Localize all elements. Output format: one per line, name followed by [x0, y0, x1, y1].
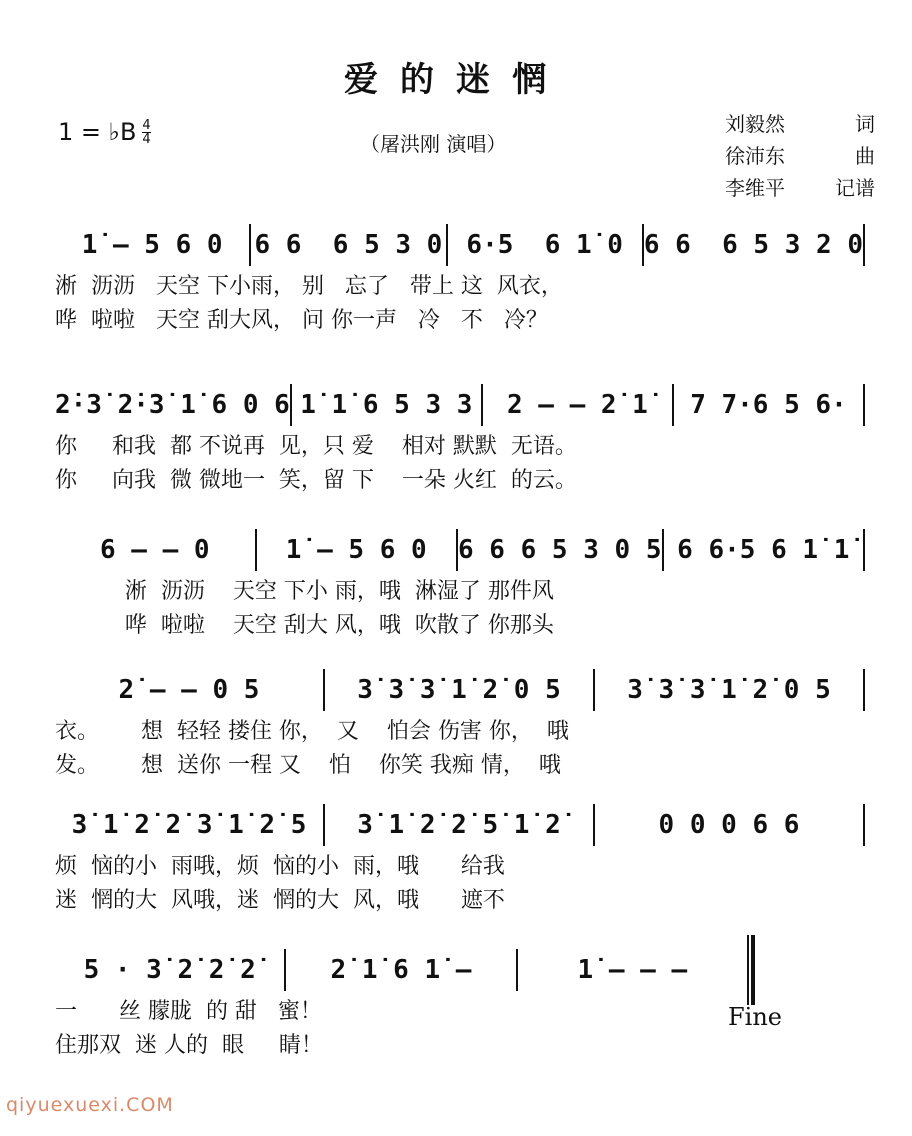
notes-line	[55, 800, 865, 850]
notes-line	[55, 220, 865, 270]
time-bottom: 4	[142, 131, 151, 147]
measure: 6·5 6 1̇ 0	[466, 230, 623, 260]
barline	[863, 669, 865, 711]
score-row	[55, 220, 865, 338]
time-signature	[142, 119, 150, 146]
measure: 6 6·5 6 1̇ 1̇	[677, 535, 850, 565]
key-signature	[58, 118, 151, 146]
score-row	[55, 800, 865, 918]
credit-lyricist	[725, 108, 875, 140]
measure: 1̇ 1̇ 6 5 3 3	[300, 390, 473, 420]
measure: 2̇·3̇ 2̇·3̇ 1̇ 6 0 6	[55, 390, 290, 420]
watermark: qiyuexuexi.COM	[6, 1094, 174, 1116]
credit-role: 词	[855, 112, 875, 136]
measure: 6 6 6 5 3 2 0	[643, 230, 863, 260]
barline	[863, 384, 865, 426]
lyric-verse-1: 你 和我 都 不说再 见，只 爱 相对 默默 无语。	[55, 434, 577, 459]
notes-line	[55, 525, 865, 575]
measure: 7 7·6 5 6·	[690, 390, 847, 420]
credit-name: 徐沛东	[725, 144, 785, 168]
lyric-verse-1: 一 丝 朦胧 的 甜 蜜！	[55, 999, 322, 1024]
credits	[725, 108, 875, 204]
score-row	[55, 525, 865, 643]
measure: 6 6 6 5 3 0	[254, 230, 443, 260]
credit-transcriber	[725, 172, 875, 204]
credit-role: 记谱	[835, 176, 875, 200]
measure: 6 – – 0	[99, 535, 210, 565]
lyric-verse-2: 哗 啦啦 天空 刮大 风，哦 吹散了 你那头	[55, 613, 554, 638]
lyric-verse-1: 淅 沥沥 天空 下小 雨，哦 淋湿了 那件风	[55, 579, 554, 604]
score-row	[55, 665, 865, 783]
credit-name: 李维平	[725, 176, 785, 200]
measure: 1̇ – 5 6 0	[81, 230, 223, 260]
measure: 3̇ 1̇ 2̇ 2̇ 3̇ 1̇ 2̇ 5	[71, 810, 307, 840]
lyric-verse-1: 衣。 想 轻轻 搂住 你， 又 怕会 伤害 你， 哦	[55, 719, 569, 744]
lyric-verse-1: 烦 恼的小 雨哦，烦 恼的小 雨，哦 给我	[55, 854, 505, 879]
notes-line	[55, 665, 865, 715]
measure: 3̇ 3̇ 3̇ 1̇ 2̇ 0 5	[627, 675, 831, 705]
credit-composer	[725, 140, 875, 172]
fine-marking: Fine	[728, 1003, 782, 1031]
score-row	[55, 380, 865, 498]
final-barline	[747, 935, 755, 1005]
lyric-verse-2: 哗 啦啦 天空 刮大风， 问 你一声 冷 不 冷？	[55, 308, 548, 333]
time-top: 4	[142, 117, 151, 133]
lyric-verse-2: 你 向我 微 微地一 笑，留 下 一朵 火红 的云。	[55, 468, 577, 493]
measure: 1̇ – – –	[577, 955, 688, 985]
credit-name: 刘毅然	[725, 112, 785, 136]
lyric-verse-2: 发。 想 送你 一程 又 怕 你笑 我痴 情， 哦	[55, 753, 561, 778]
measure: 2̇ 1̇ 6 1̇ –	[330, 955, 472, 985]
measure: 2 – – 2̇ 1̇	[506, 390, 648, 420]
measure: 0 0 0 6 6	[658, 810, 800, 840]
measure: 5 · 3̇ 2̇ 2̇ 2̇	[83, 955, 256, 985]
barline	[863, 529, 865, 571]
measure: 3̇ 1̇ 2̇ 2̇ 5̇ 1̇ 2̇	[357, 810, 561, 840]
performer: （屠洪刚 演唱）	[360, 132, 507, 156]
measure: 1̇ – 5 6 0	[285, 535, 427, 565]
measure: 2̇ – – 0 5	[118, 675, 260, 705]
song-title: 爱的迷惘	[344, 60, 568, 100]
measure: 6 6 6 5 3 0 5	[458, 535, 662, 565]
barline	[863, 804, 865, 846]
measure: 3̇ 3̇ 3̇ 1̇ 2̇ 0 5	[357, 675, 561, 705]
lyric-verse-2: 迷 惘的大 风哦，迷 惘的大 风，哦 遮不	[55, 888, 505, 913]
lyric-verse-1: 淅 沥沥 天空 下小雨， 别 忘了 带上 这 风衣，	[55, 274, 563, 299]
notes-line	[55, 945, 865, 995]
barline	[863, 224, 865, 266]
credit-role: 曲	[855, 144, 875, 168]
key-label: 1 = ♭B	[58, 118, 137, 146]
notes-line	[55, 380, 865, 430]
lyric-verse-2: 住那双 迷 人的 眼 睛！	[55, 1033, 323, 1058]
